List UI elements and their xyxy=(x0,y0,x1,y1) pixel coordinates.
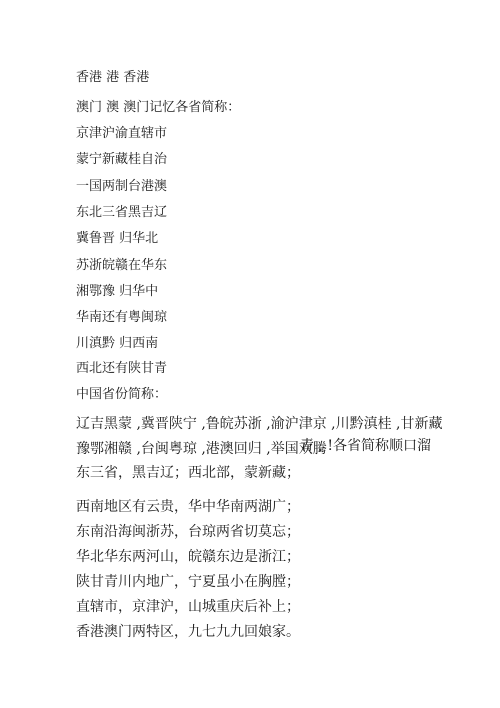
text-line: 湘鄂豫 归华中 xyxy=(76,284,159,299)
verse-line: 东三省，黑吉辽；西北部，蒙新藏； xyxy=(76,465,300,481)
text-line: 西北还有陕甘青 xyxy=(76,361,168,376)
verse-line: 华北华东两河山，皖赣东边是浙江； xyxy=(76,549,300,565)
verse-line: 香港澳门两特区，九七九九回娘家。 xyxy=(76,624,300,640)
text-line-hongkong: 香港 港 香港 xyxy=(76,70,150,85)
text-line: 冀鲁晋 归华北 xyxy=(76,231,159,246)
verse-line: 青 , !各省简称顺口溜 xyxy=(300,438,431,454)
verse-line: 直辖市，京津沪，山城重庆后补上； xyxy=(76,599,300,615)
text-line: 东北三省黑吉辽 xyxy=(76,205,168,220)
section-heading: 中国省份简称： xyxy=(76,387,168,402)
verse-line: 西南地区有云贵，华中华南两湖广； xyxy=(76,499,300,515)
text-line: 华南还有粤闽琼 xyxy=(76,310,168,325)
text-line: 苏浙皖赣在华东 xyxy=(76,258,168,273)
verse-line: 东南沿海闽浙苏，台琼两省切莫忘； xyxy=(76,524,300,540)
text-line: 京津沪渝直辖市 xyxy=(76,126,168,141)
text-line: 川滇黔 归西南 xyxy=(76,336,159,351)
text-line: 一国两制台港澳 xyxy=(76,179,168,194)
verse-line: 豫鄂湘赣 ,台闽粤琼 ,港澳回归 ,举国欢腾 xyxy=(76,441,327,457)
verse-line: 辽吉黑蒙 ,冀晋陕宁 ,鲁皖苏浙 ,渝沪津京 ,川黔滇桂 ,甘新藏 xyxy=(76,416,443,432)
text-line-macau: 澳门 澳 澳门记忆各省简称： xyxy=(76,100,241,115)
text-line: 蒙宁新藏桂自治 xyxy=(76,152,168,167)
verse-line: 陕甘青川内地广，宁夏虽小在胸膛； xyxy=(76,574,300,590)
